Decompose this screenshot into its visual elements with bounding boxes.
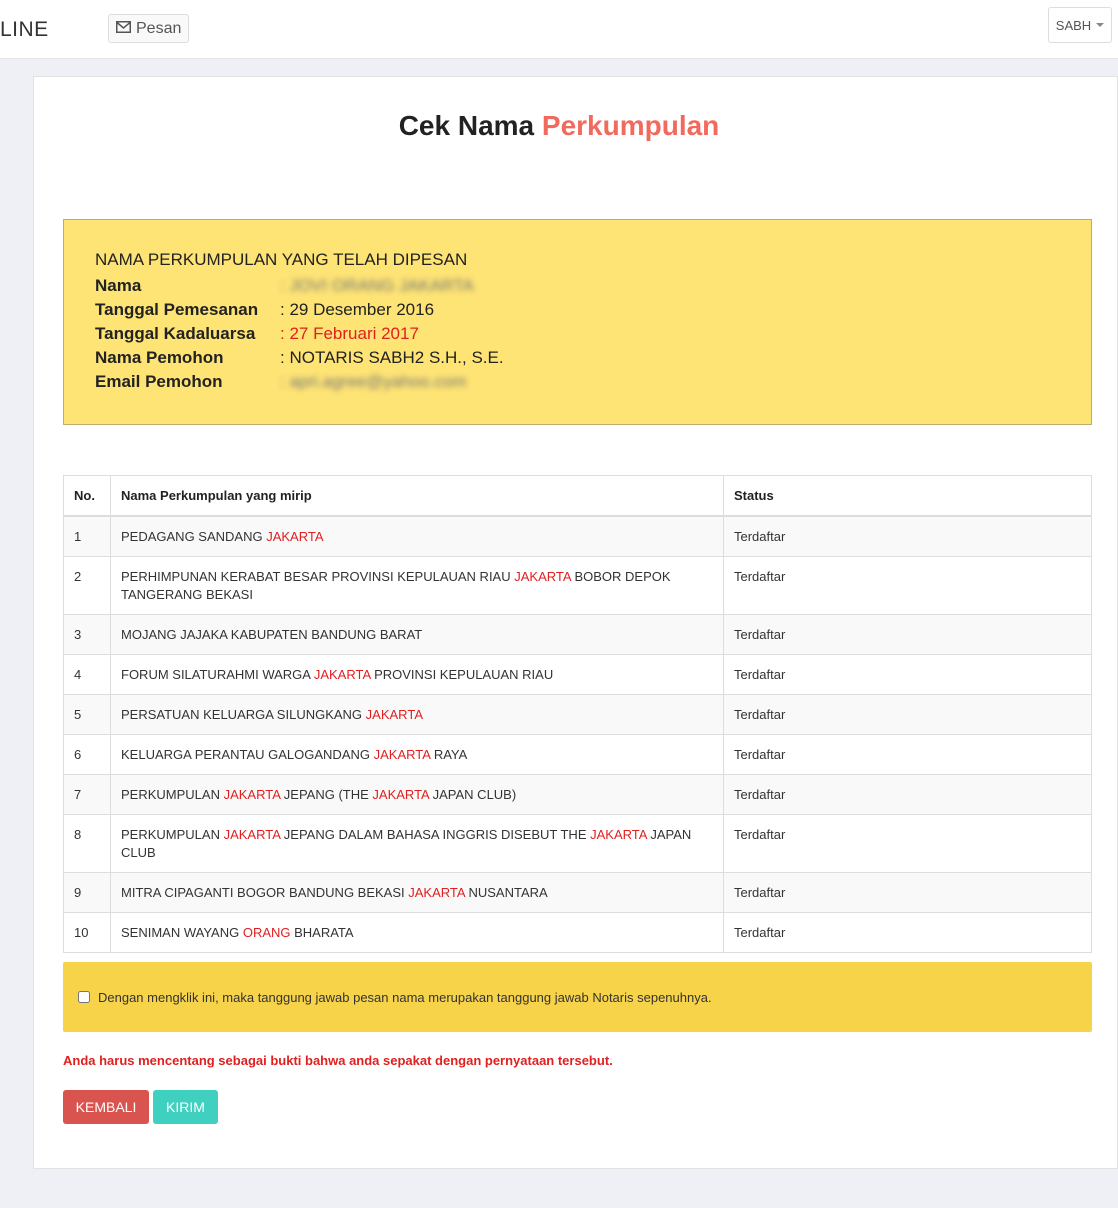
table-row — [64, 654, 1092, 694]
name-text: PROVINSI KEPULAUAN RIAU — [370, 666, 554, 682]
info-label: Tanggal Pemesanan — [95, 300, 259, 319]
table-row — [64, 694, 1092, 734]
brand-logo[interactable]: LINE — [0, 18, 49, 41]
cell-no: 6 — [64, 734, 111, 774]
user-name-label: SABH — [1055, 17, 1092, 33]
pesan-label: Pesan — [136, 19, 182, 37]
cell-no: 9 — [64, 872, 111, 912]
name-text: PERHIMPUNAN KERABAT BESAR PROVINSI KEPULAUAN RIAU — [121, 568, 515, 584]
column-header-status: Status — [724, 476, 1092, 516]
column-header-nama: Nama Perkumpulan yang mirip — [111, 476, 724, 516]
table-row — [64, 614, 1092, 654]
user-menu-button[interactable] — [1048, 7, 1112, 43]
name-text: JAPAN CLUB) — [429, 786, 517, 802]
matched-keyword: JAKARTA — [223, 826, 281, 842]
name-text: JEPANG DALAM BAHASA INGGRIS DISEBUT THE — [280, 826, 591, 842]
table-row — [64, 556, 1092, 614]
name-text: RAYA — [430, 746, 468, 762]
cell-nama — [111, 694, 724, 734]
name-text: JAPAN CLUB — [121, 826, 692, 860]
name-text: PERSATUAN KELUARGA SILUNGKANG — [121, 706, 366, 722]
name-text: SENIMAN WAYANG — [121, 924, 243, 940]
cell-nama — [111, 556, 724, 614]
cell-no: 8 — [64, 814, 111, 872]
info-label: Nama Pemohon — [95, 348, 224, 367]
envelope-icon — [116, 20, 131, 38]
name-text: MOJANG JAJAKA KABUPATEN BANDUNG BARAT — [121, 626, 423, 642]
cell-status: Terdaftar — [724, 614, 1092, 654]
consent-label: Dengan mengklik ini, maka tanggung jawab pesan nama merupakan tanggung jawab Notaris sepenuhnya. — [98, 989, 712, 1005]
cell-no: 7 — [64, 774, 111, 814]
cell-nama — [111, 872, 724, 912]
info-value-tanggal-pemesanan: : 29 Desember 2016 — [280, 300, 435, 319]
pesan-button[interactable] — [108, 14, 189, 43]
cell-no: 2 — [64, 556, 111, 614]
cell-no: 5 — [64, 694, 111, 734]
table-header-row — [64, 476, 1092, 516]
info-value-nama: : JOVI ORANG JAKARTA — [280, 276, 474, 295]
table-row — [64, 814, 1092, 872]
table-row — [64, 516, 1092, 557]
consent-checkbox[interactable] — [78, 991, 90, 1003]
matched-keyword: JAKARTA — [514, 568, 571, 584]
info-heading: NAMA PERKUMPULAN YANG TELAH DIPESAN — [95, 250, 468, 269]
name-text: FORUM SILATURAHMI WARGA — [121, 666, 314, 682]
reserved-name-info-box — [63, 219, 1092, 425]
cell-status: Terdaftar — [724, 734, 1092, 774]
cell-no: 3 — [64, 614, 111, 654]
cell-status: Terdaftar — [724, 516, 1092, 557]
column-header-no: No. — [64, 476, 111, 516]
consent-warning: Anda harus mencentang sebagai bukti bahwa anda sepakat dengan pernyataan tersebut. — [63, 1053, 613, 1068]
cell-no: 10 — [64, 912, 111, 952]
matched-keyword: JAKARTA — [365, 706, 423, 722]
name-text: JEPANG (THE — [280, 786, 373, 802]
info-label: Email Pemohon — [95, 372, 223, 391]
table-row — [64, 734, 1092, 774]
top-navbar — [0, 0, 1118, 59]
cell-no: 1 — [64, 516, 111, 557]
cell-no: 4 — [64, 654, 111, 694]
kembali-button[interactable]: KEMBALI — [63, 1090, 149, 1124]
name-text: NUSANTARA — [464, 884, 548, 900]
matched-keyword: JAKARTA — [373, 746, 431, 762]
cell-status: Terdaftar — [724, 654, 1092, 694]
matched-keyword: JAKARTA — [313, 666, 371, 682]
cell-status: Terdaftar — [724, 912, 1092, 952]
cell-status: Terdaftar — [724, 872, 1092, 912]
kirim-button[interactable]: KIRIM — [153, 1090, 218, 1124]
matched-keyword: ORANG — [242, 924, 291, 940]
table-row — [64, 912, 1092, 952]
matched-keyword: JAKARTA — [408, 884, 465, 900]
table-row — [64, 774, 1092, 814]
page-title — [0, 110, 1118, 142]
name-text: MITRA CIPAGANTI BOGOR BANDUNG BEKASI — [121, 884, 409, 900]
matched-keyword: JAKARTA — [266, 528, 324, 544]
page-title-accent: Perkumpulan — [541, 110, 720, 141]
caret-down-icon — [1096, 23, 1104, 27]
table-body — [64, 516, 1092, 953]
matched-keyword: JAKARTA — [590, 826, 647, 842]
info-value-email-pemohon: : apri.agree@yahoo.com — [280, 372, 467, 391]
table-row — [64, 872, 1092, 912]
info-label: Nama — [95, 276, 142, 295]
info-value-tanggal-kadaluarsa: : 27 Februari 2017 — [280, 324, 419, 343]
cell-status: Terdaftar — [724, 556, 1092, 614]
name-text: BOBOR DEPOK TANGERANG BEKASI — [121, 568, 671, 602]
cell-status: Terdaftar — [724, 814, 1092, 872]
name-text: PERKUMPULAN — [121, 786, 224, 802]
info-value-nama-pemohon: : NOTARIS SABH2 S.H., S.E. — [280, 348, 504, 367]
info-label: Tanggal Kadaluarsa — [95, 324, 256, 343]
cell-nama — [111, 654, 724, 694]
consent-box[interactable] — [63, 962, 1092, 1032]
cell-nama — [111, 614, 724, 654]
cell-nama — [111, 774, 724, 814]
matched-keyword: JAKARTA — [372, 786, 430, 802]
name-text: KELUARGA PERANTAU GALOGANDANG — [121, 746, 374, 762]
cell-nama — [111, 814, 724, 872]
page-title-main: Cek Nama — [398, 110, 535, 141]
similar-names-table — [63, 475, 1092, 953]
name-text: BHARATA — [290, 924, 354, 940]
cell-nama — [111, 516, 724, 557]
cell-status: Terdaftar — [724, 694, 1092, 734]
cell-nama — [111, 912, 724, 952]
cell-nama — [111, 734, 724, 774]
matched-keyword: JAKARTA — [223, 786, 281, 802]
name-text: PEDAGANG SANDANG — [121, 528, 267, 544]
name-text: PERKUMPULAN — [121, 826, 224, 842]
cell-status: Terdaftar — [724, 774, 1092, 814]
